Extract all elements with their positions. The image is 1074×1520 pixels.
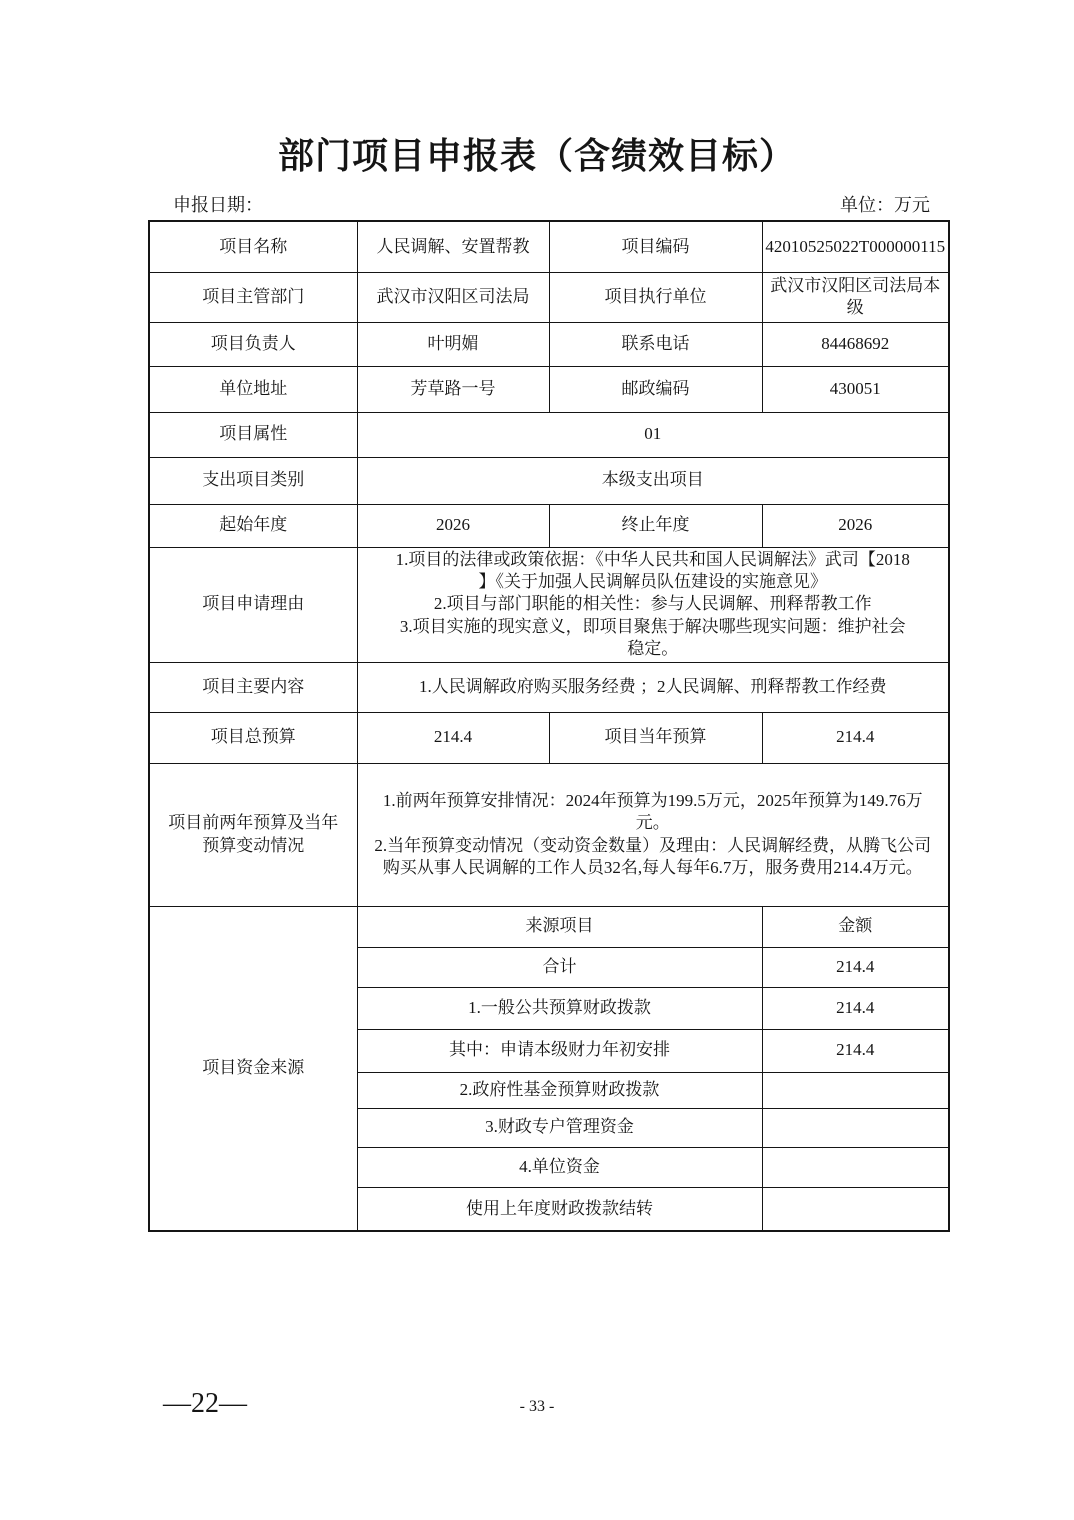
prev-budget-label-line: 项目前两年预算及当年 bbox=[168, 813, 339, 833]
postcode-label: 邮政编码 bbox=[549, 366, 762, 412]
funding-item-name: 其中：申请本级财力年初安排 bbox=[357, 1029, 762, 1072]
table-row bbox=[149, 366, 949, 412]
page-number: - 33 - bbox=[519, 1398, 555, 1415]
postcode-value: 430051 bbox=[762, 366, 949, 412]
main-content-value: 1.人民调解政府购买服务经费 ；2人民调解、刑释帮教工作经费 bbox=[357, 662, 949, 712]
exec-unit-value: 武汉市汉阳区司法局本级 bbox=[762, 272, 949, 322]
start-year-value: 2026 bbox=[357, 504, 549, 547]
prev-budget-value bbox=[357, 763, 949, 906]
funding-item-name: 3.财政专户管理资金 bbox=[357, 1108, 762, 1147]
reason-value bbox=[357, 547, 949, 662]
total-budget-value: 214.4 bbox=[357, 712, 549, 763]
funding-item-name: 2.政府性基金预算财政拨款 bbox=[357, 1072, 762, 1108]
funding-item-name: 1.一般公共预算财政拨款 bbox=[357, 987, 762, 1029]
prev-budget-line: 2.当年预算变动情况（变动资金数量）及理由：人民调解经费，从腾飞公司 bbox=[374, 835, 932, 855]
table-row bbox=[149, 272, 949, 322]
supervisor-dept-value: 武汉市汉阳区司法局 bbox=[357, 272, 549, 322]
funding-item-amount bbox=[762, 1187, 949, 1231]
funding-header-amount: 金额 bbox=[762, 906, 949, 947]
project-name-value: 人民调解、安置帮教 bbox=[357, 221, 549, 272]
address-value: 芳草路一号 bbox=[357, 366, 549, 412]
table-row bbox=[149, 322, 949, 366]
funding-item-name: 4.单位资金 bbox=[357, 1147, 762, 1187]
table-row bbox=[149, 221, 949, 272]
table-row bbox=[149, 547, 949, 662]
attribute-label: 项目属性 bbox=[149, 412, 357, 457]
meta-row bbox=[148, 191, 948, 217]
declaration-date-label: 申报日期： bbox=[173, 195, 263, 215]
address-label: 单位地址 bbox=[149, 366, 357, 412]
prev-budget-line: 购买从事人民调解的工作人员32名,每人每年6.7万，服务费用214.4万元。 bbox=[382, 858, 923, 878]
start-year-label: 起始年度 bbox=[149, 504, 357, 547]
supervisor-dept-label: 项目主管部门 bbox=[149, 272, 357, 322]
table-row bbox=[149, 906, 949, 947]
table-row bbox=[149, 457, 949, 504]
reason-line: 稳定。 bbox=[627, 639, 679, 659]
expense-type-value: 本级支出项目 bbox=[357, 457, 949, 504]
table-row bbox=[149, 763, 949, 906]
table-row bbox=[149, 412, 949, 457]
prev-budget-label-line: 预算变动情况 bbox=[202, 835, 305, 855]
page-title: 部门项目申报表（含绩效目标） bbox=[277, 136, 796, 176]
project-code-label: 项目编码 bbox=[549, 221, 762, 272]
main-content-label: 项目主要内容 bbox=[149, 662, 357, 712]
project-name-label: 项目名称 bbox=[149, 221, 357, 272]
table-row bbox=[149, 712, 949, 763]
end-year-value: 2026 bbox=[762, 504, 949, 547]
reason-line: 】《关于加强人民调解员队伍建设的实施意见》 bbox=[478, 571, 827, 591]
unit-label: 单位：万元 bbox=[840, 195, 930, 215]
table-row bbox=[149, 662, 949, 712]
project-code-value: 42010525022T000000115 bbox=[762, 221, 949, 272]
reason-line: 3.项目实施的现实意义，即项目聚焦于解决哪些现实问题：维护社会 bbox=[399, 616, 906, 636]
attribute-value: 01 bbox=[357, 412, 949, 457]
funding-header-source: 来源项目 bbox=[357, 906, 762, 947]
reason-line: 1.项目的法律或政策依据：《中华人民共和国人民调解法》武司【2018 bbox=[395, 549, 910, 569]
funding-item-amount bbox=[762, 1072, 949, 1108]
prev-budget-line: 元。 bbox=[635, 813, 670, 833]
reason-line: 2.项目与部门职能的相关性：参与人民调解、刑释帮教工作 bbox=[433, 594, 872, 614]
funding-item-name: 使用上年度财政拨款结转 bbox=[357, 1187, 762, 1231]
declaration-form-table bbox=[148, 220, 950, 1232]
exec-unit-label: 项目执行单位 bbox=[549, 272, 762, 322]
funding-item-amount: 214.4 bbox=[762, 987, 949, 1029]
funding-item-name: 合计 bbox=[357, 947, 762, 987]
phone-label: 联系电话 bbox=[549, 322, 762, 366]
chapter-page-number: —22— bbox=[163, 1388, 247, 1419]
phone-value: 84468692 bbox=[762, 322, 949, 366]
funding-item-amount bbox=[762, 1147, 949, 1187]
total-budget-label: 项目总预算 bbox=[149, 712, 357, 763]
prev-budget-label bbox=[149, 763, 357, 906]
end-year-label: 终止年度 bbox=[549, 504, 762, 547]
funding-item-amount: 214.4 bbox=[762, 947, 949, 987]
prev-budget-line: 1.前两年预算安排情况：2024年预算为199.5万元，2025年预算为149.76万 bbox=[382, 790, 923, 810]
leader-label: 项目负责人 bbox=[149, 322, 357, 366]
leader-value: 叶明媚 bbox=[357, 322, 549, 366]
current-budget-value: 214.4 bbox=[762, 712, 949, 763]
funding-item-amount: 214.4 bbox=[762, 1029, 949, 1072]
table-row bbox=[149, 504, 949, 547]
funding-item-amount bbox=[762, 1108, 949, 1147]
reason-label: 项目申请理由 bbox=[149, 547, 357, 662]
expense-type-label: 支出项目类别 bbox=[149, 457, 357, 504]
current-budget-label: 项目当年预算 bbox=[549, 712, 762, 763]
funding-source-label: 项目资金来源 bbox=[149, 906, 357, 1231]
